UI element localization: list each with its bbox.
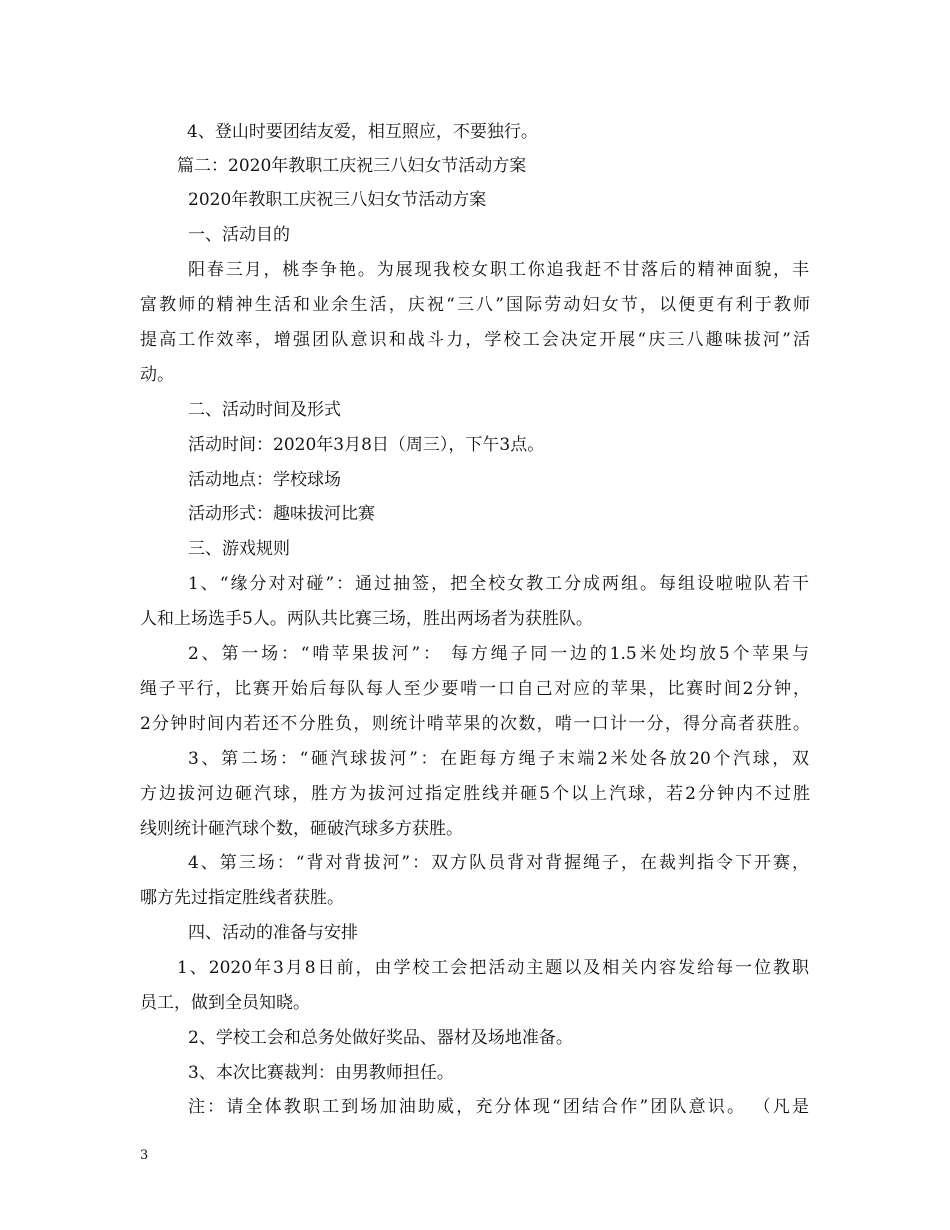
text-line: 提高工作效率，增强团队意识和战斗力，学校工会决定开展“庆三八趣味拔河”活 bbox=[140, 330, 810, 350]
text-line: 哪方先过指定胜线者获胜。 bbox=[140, 888, 344, 908]
text-line: 3、本次比赛裁判：由男教师担任。 bbox=[188, 1063, 454, 1083]
text-line: 活动时间：2020年3月8日（周三），下午3点。 bbox=[188, 435, 545, 455]
section-heading: 一、活动目的 bbox=[188, 225, 290, 245]
text-line: 注：请全体教职工到场加油助威，充分体现“团结合作”团队意识。 （凡是 bbox=[188, 1097, 809, 1117]
text-line: 1、“缘分对对碰”：通过抽签，把全校女教工分成两组。每组设啦啦队若干 bbox=[188, 574, 809, 594]
text-line: 3、第二场：“砸汽球拔河”：在距每方绳子末端2米处各放20个汽球，双 bbox=[188, 749, 809, 769]
document-title: 2020年教职工庆祝三八妇女节活动方案 bbox=[188, 190, 487, 210]
text-line: 员工，做到全员知晓。 bbox=[140, 993, 310, 1013]
text-line: 线则统计砸汽球个数，砸破汽球多方获胜。 bbox=[140, 819, 463, 839]
text-line: 2、第一场：“啃苹果拔河”： 每方绳子同一边的1.5米处均放5个苹果与 bbox=[188, 644, 809, 664]
text-line: 阳春三月，桃李争艳。为展现我校女职工你追我赶不甘落后的精神面貌，丰 bbox=[188, 260, 809, 280]
text-line: 4、登山时要团结友爱，相互照应，不要独行。 bbox=[187, 122, 538, 142]
text-line: 人和上场选手5人。两队共比赛三场，胜出两场者为获胜队。 bbox=[140, 609, 593, 629]
text-line: 4、第三场：“背对背拔河”：双方队员背对背握绳子，在裁判指令下开赛， bbox=[188, 853, 809, 873]
text-line: 2分钟时间内若还不分胜负，则统计啃苹果的次数，啃一口计一分，得分高者获胜。 bbox=[140, 714, 810, 734]
section-heading: 篇二：2020年教职工庆祝三八妇女节活动方案 bbox=[177, 156, 527, 176]
text-line: 动。 bbox=[140, 365, 174, 385]
text-line: 方边拔河边砸汽球，胜方为拔河过指定胜线并砸5个以上汽球，若2分钟内不过胜 bbox=[140, 784, 810, 804]
text-line: 活动地点：学校球场 bbox=[188, 470, 341, 490]
text-line: 1、2020年3月8日前，由学校工会把活动主题以及相关内容发给每一位教职 bbox=[177, 958, 809, 978]
page-number: 3 bbox=[140, 1148, 149, 1163]
section-heading: 二、活动时间及形式 bbox=[188, 400, 341, 420]
section-heading: 四、活动的准备与安排 bbox=[188, 923, 358, 943]
section-heading: 三、游戏规则 bbox=[188, 539, 290, 559]
text-line: 2、学校工会和总务处做好奖品、器材及场地准备。 bbox=[188, 1028, 573, 1048]
text-line: 富教师的精神生活和业余生活，庆祝“三八”国际劳动妇女节，以便更有利于教师 bbox=[140, 295, 810, 315]
text-line: 活动形式：趣味拔河比赛 bbox=[188, 504, 375, 524]
text-line: 绳子平行，比赛开始后每队每人至少要啃一口自己对应的苹果，比赛时间2分钟， bbox=[140, 679, 810, 699]
